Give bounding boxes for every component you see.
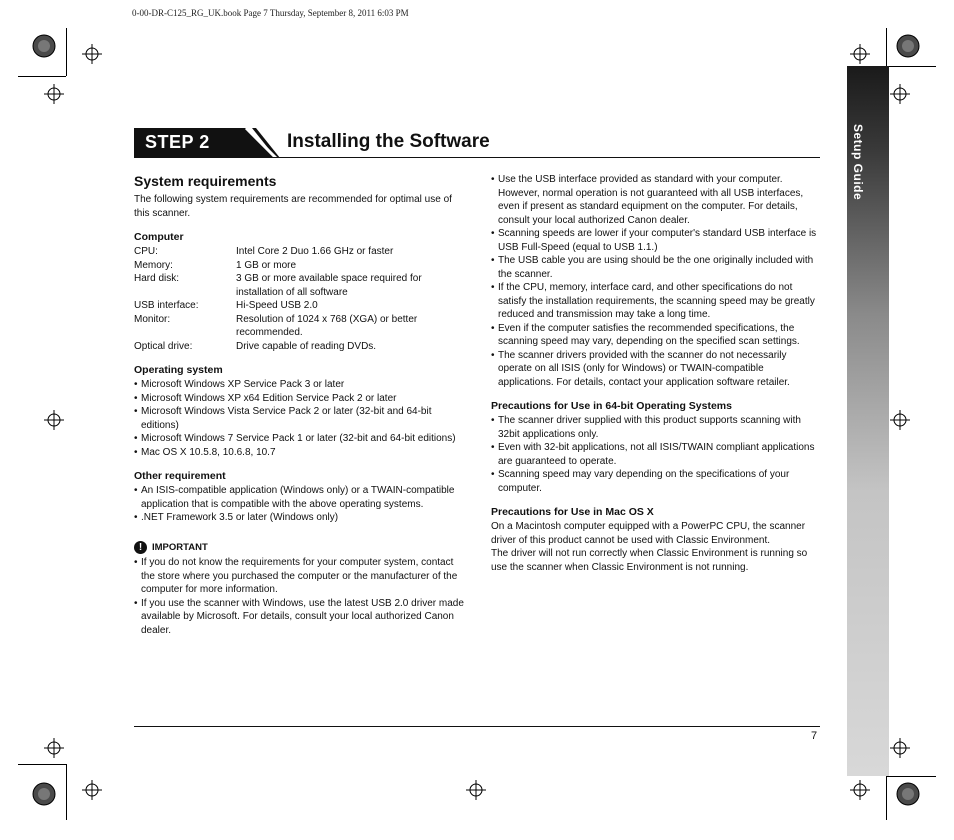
important-label: IMPORTANT <box>152 541 208 553</box>
registration-mark-icon <box>466 780 486 800</box>
spec-row <box>134 340 464 354</box>
side-tab <box>847 66 889 776</box>
color-target-icon <box>32 34 56 58</box>
spec-label: Memory: <box>134 259 173 271</box>
list-item: • If you do not know the requirements for your computer system, contact the store where you purchased the computer or the manufacturer of the computer for more information. <box>134 556 464 597</box>
spec-value: Drive capable of reading DVDs. <box>236 340 377 352</box>
registration-mark-icon <box>890 84 910 104</box>
other-requirement-heading: Other requirement <box>134 470 226 482</box>
list-item: • If you use the scanner with Windows, use the latest USB 2.0 driver made available by Microsoft. For details, consult your local authorized Canon dealer. <box>134 597 464 638</box>
list-item: • Even if the computer satisfies the recommended specifications, the scanning speed may vary, depending on the specified scan settings. <box>491 322 821 349</box>
title-divider <box>134 157 820 158</box>
precautions-mac-paragraph: On a Macintosh computer equipped with a PowerPC CPU, the scanner driver of this product cannot be used with Classic Environment. <box>491 521 806 546</box>
header-file-info: 0-00-DR-C125_RG_UK.book Page 7 Thursday, September 8, 2011 6:03 PM <box>132 8 409 18</box>
step-label: STEP 2 <box>145 132 210 152</box>
page-title: Installing the Software <box>287 131 490 152</box>
spec-label: CPU: <box>134 246 158 257</box>
spec-value: Hi-Speed USB 2.0 <box>236 300 318 311</box>
registration-mark-icon <box>44 410 64 430</box>
spec-label: Hard disk: <box>134 273 180 284</box>
spec-label: Monitor: <box>134 313 171 325</box>
list-item: • Microsoft Windows XP x64 Edition Service Pack 2 or later <box>134 392 464 406</box>
footer-divider <box>134 726 820 727</box>
page-number: 7 <box>811 730 818 742</box>
precautions-mac-paragraph: The driver will not run correctly when Classic Environment is running so use the scanner when Classic Environment is not running. <box>491 548 808 573</box>
spec-row <box>134 299 464 313</box>
list-item: • The scanner driver supplied with this product supports scanning with 32bit applications only. <box>491 414 821 441</box>
spec-row <box>134 259 464 273</box>
exclamation-icon: ! <box>134 541 147 554</box>
computer-heading: Computer <box>134 231 184 243</box>
computer-spec-table <box>134 245 464 353</box>
important-list <box>134 556 464 637</box>
operating-system-heading: Operating system <box>134 364 223 376</box>
right-column <box>491 173 821 574</box>
important-callout <box>134 541 464 555</box>
list-item: • Scanning speeds are lower if your computer's standard USB interface is USB Full-Speed (equal to USB 1.1.) <box>491 227 821 254</box>
spec-label: Optical drive: <box>134 340 193 352</box>
spec-row <box>134 272 464 299</box>
list-item: • Even with 32-bit applications, not all ISIS/TWAIN compliant applications are guaranteed to operate. <box>491 441 821 468</box>
operating-system-list <box>134 378 464 459</box>
color-target-icon <box>896 34 920 58</box>
other-requirement-list <box>134 484 464 525</box>
registration-mark-icon <box>44 738 64 758</box>
list-item: • .NET Framework 3.5 or later (Windows only) <box>134 511 464 525</box>
list-item: • Microsoft Windows XP Service Pack 3 or later <box>134 378 464 392</box>
spec-row <box>134 245 464 259</box>
registration-mark-icon <box>850 780 870 800</box>
spec-value: 3 GB or more available space required for installation of all software <box>236 273 422 298</box>
registration-mark-icon <box>890 738 910 758</box>
spec-label: USB interface: <box>134 300 199 311</box>
side-tab-label: Setup Guide <box>851 124 865 201</box>
step-arrow-icon <box>240 128 280 158</box>
registration-mark-icon <box>890 410 910 430</box>
list-item: • The scanner drivers provided with the scanner do not necessarily operate on all ISIS (only for Windows) or TWAIN-compatible applications. For details, contact your application software retailer. <box>491 349 821 390</box>
system-requirements-intro: The following system requirements are recommended for optimal use of this scanner. <box>134 194 452 219</box>
left-column <box>134 173 464 637</box>
list-item: • If the CPU, memory, interface card, and other specifications do not satisfy the installation requirements, the scanning speed may be greatly reduced and transmission may take a long time. <box>491 281 821 322</box>
list-item: • The USB cable you are using should be the one originally included with the scanner. <box>491 254 821 281</box>
registration-mark-icon <box>82 44 102 64</box>
list-item: • Use the USB interface provided as standard with your computer. However, normal operation is not guaranteed with all USB interfaces, even if present as standard equipment on the computer. For details, consult your local authorized Canon dealer. <box>491 173 821 227</box>
list-item: • Microsoft Windows 7 Service Pack 1 or later (32-bit and 64-bit editions) <box>134 432 464 446</box>
spec-value: 1 GB or more <box>236 259 297 271</box>
list-item: • Microsoft Windows Vista Service Pack 2 or later (32-bit and 64-bit editions) <box>134 405 464 432</box>
color-target-icon <box>32 782 56 806</box>
list-item: • An ISIS-compatible application (Windows only) or a TWAIN-compatible application that is compatible with the above operating systems. <box>134 484 464 511</box>
spec-value: Resolution of 1024 x 768 (XGA) or better recommended. <box>236 313 418 338</box>
precautions-64bit-list <box>491 414 821 495</box>
precautions-mac-heading: Precautions for Use in Mac OS X <box>491 506 654 518</box>
registration-mark-icon <box>850 44 870 64</box>
spec-row <box>134 313 464 340</box>
precautions-64bit-heading: Precautions for Use in 64-bit Operating Systems <box>491 400 732 412</box>
system-requirements-heading: System requirements <box>134 173 277 189</box>
usb-notes-list <box>491 173 821 389</box>
registration-mark-icon <box>82 780 102 800</box>
color-target-icon <box>896 782 920 806</box>
list-item: • Mac OS X 10.5.8, 10.6.8, 10.7 <box>134 446 464 460</box>
list-item: • Scanning speed may vary depending on the specifications of your computer. <box>491 468 821 495</box>
spec-value: Intel Core 2 Duo 1.66 GHz or faster <box>236 246 394 257</box>
registration-mark-icon <box>44 84 64 104</box>
